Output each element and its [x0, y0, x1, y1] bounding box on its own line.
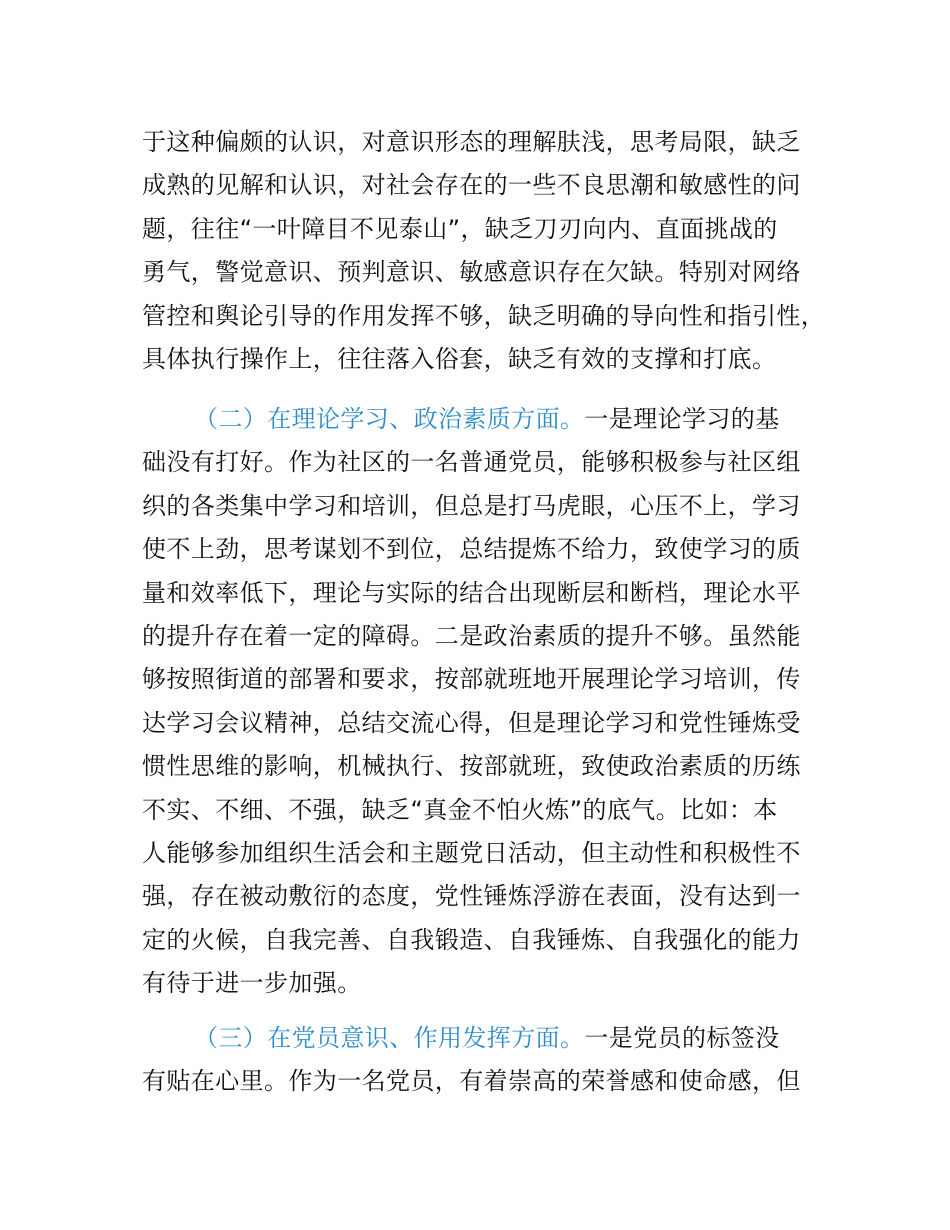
paragraph-first-line — [142, 398, 842, 441]
paragraph-line: 础没有打好。作为社区的一名普通党员，能够积极参与社区组 — [142, 448, 801, 477]
paragraph-line: 有贴在心里。作为一名党员，有着崇高的荣誉感和使命感，但 — [142, 1067, 801, 1096]
paragraph-line: 织的各类集中学习和培训，但总是打马虎眼，心压不上，学习 — [142, 491, 801, 520]
paragraph-line: 惯性思维的影响，机械执行、按部就班，致使政治素质的历练 — [142, 752, 801, 781]
paragraph-line: 具体执行操作上，往往落入俗套，缺乏有效的支撑和打底。 — [142, 344, 777, 373]
paragraph-line: 的提升存在着一定的障碍。二是政治素质的提升不够。虽然能 — [142, 621, 801, 650]
paragraph-party-awareness — [142, 1017, 842, 1104]
paragraph-line: 于这种偏颇的认识，对意识形态的理解肤浅，思考局限，缺乏 — [142, 128, 801, 156]
paragraph-line-rest: 一是理论学习的基 — [584, 405, 780, 433]
paragraph-first-line — [142, 1017, 842, 1060]
paragraph-line: 成熟的见解和认识，对社会存在的一些不良思潮和敏感性的问 — [142, 171, 801, 200]
paragraph-line: 题，往往“一叶障目不见泰山”，缺乏刀刃向内、直面挑战的 — [142, 214, 778, 243]
paragraph-line: 使不上劲，思考谋划不到位，总结提炼不给力，致使学习的质 — [142, 535, 801, 564]
paragraph-line: 人能够参加组织生活会和主题党日活动，但主动性和积极性不 — [142, 838, 801, 867]
paragraph-line: 量和效率低下，理论与实际的结合出现断层和断档，理论水平 — [142, 578, 801, 607]
paragraph-theory-study — [142, 398, 842, 1005]
paragraph-line: 有待于进一步加强。 — [142, 969, 362, 998]
section-heading-two: （二）在理论学习、政治素质方面。 — [194, 405, 585, 433]
paragraph-line: 强，存在被动敷衍的态度，党性锤炼浮游在表面，没有达到一 — [142, 882, 801, 911]
paragraph-line-rest: 一是党员的标签没 — [584, 1024, 780, 1052]
paragraph-line: 管控和舆论引导的作用发挥不够，缺乏明确的导向性和指引性， — [142, 301, 826, 330]
paragraph-line: 勇气，警觉意识、预判意识、敏感意识存在欠缺。特别对网络 — [142, 258, 801, 287]
paragraph-line: 定的火候，自我完善、自我锻造、自我锤炼、自我强化的能力 — [142, 925, 801, 954]
section-heading-three: （三）在党员意识、作用发挥方面。 — [194, 1024, 585, 1052]
paragraph-ideology — [142, 121, 842, 381]
paragraph-line: 达学习会议精神，总结交流心得，但是理论学习和党性锤炼受 — [142, 708, 801, 737]
paragraph-line: 够按照街道的部署和要求，按部就班地开展理论学习培训，传 — [142, 665, 801, 694]
paragraph-line: 不实、不细、不强，缺乏“真金不怕火炼”的底气。比如：本 — [142, 795, 778, 824]
